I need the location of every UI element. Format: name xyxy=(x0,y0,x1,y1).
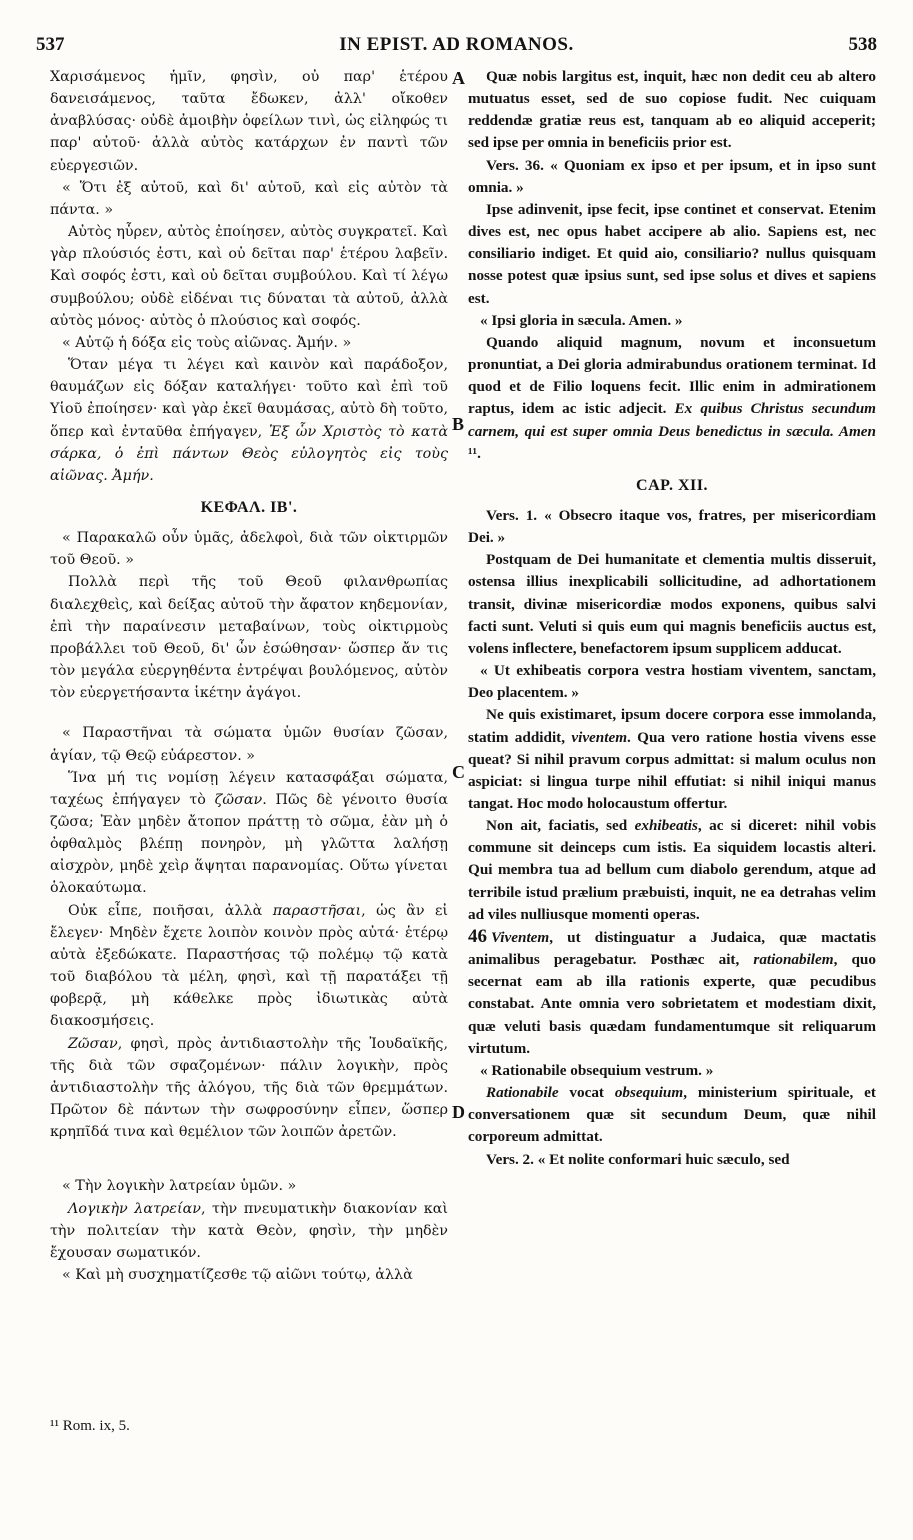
greek-column xyxy=(50,66,448,1286)
latin-paragraph xyxy=(468,815,876,926)
margin-marker-b: B xyxy=(452,414,465,434)
footnote-ref: ¹¹. xyxy=(468,444,481,462)
latin-paragraph xyxy=(468,704,876,815)
latin-scripture-citation: Ex quibus Christus secundum carnem, qui est super omnia Deus benedictus in sæcula. Amen xyxy=(468,400,876,440)
margin-marker-a: A xyxy=(452,68,465,88)
latin-emphasis: rationabilem xyxy=(753,951,834,969)
greek-paragraph xyxy=(50,1198,448,1264)
page-number-right: 538 xyxy=(848,34,877,55)
margin-marker-c: C xyxy=(452,762,465,782)
page-number-left: 537 xyxy=(36,34,65,55)
greek-emphasis: Ζῶσαν xyxy=(68,1035,118,1052)
greek-paragraph xyxy=(50,354,448,487)
latin-emphasis: exhibeatis xyxy=(634,817,698,835)
greek-paragraph xyxy=(50,1033,448,1144)
greek-emphasis: ζῶσαν xyxy=(214,791,263,808)
latin-text: , ac si diceret: nihil vobis commune sit deinceps cum istis. Ea siquidem locastis alteri. Qui membra tua ad bellum cum diabolo gerendum, atque ad terribile istud prælium præbuisti, inquit, ne ea detrahas velim ad viles nulliusque momenti operas. xyxy=(468,817,876,923)
latin-verse: Vers. 2. « Et nolite conformari huic sæculo, sed xyxy=(486,1150,790,1168)
greek-text: , ὡς ἂν εἰ ἔλεγεν· Μηδὲν ἔχετε λοιπὸν κοινὸν πρὸς αὐτά· ἑτέρῳ αὐτὰ ἐξεδώκατε. Παραστήσας τῷ πολέμῳ τῷ κατὰ τοῦ διαβόλου τὰ μέλη, φησὶ, καὶ τῇ παρατάξει τῇ φοβερᾷ, μὴ κάθελκε πρὸς ἰδιωτικὰς αὐτὰ διακοσμήσεις. xyxy=(50,902,449,1030)
latin-paragraph xyxy=(468,926,876,1060)
greek-paragraph: Χαρισάμενος ἡμῖν, φησὶν, οὐ παρ' ἑτέρου δανεισάμενος, ταῦτα ἔδωκεν, ἀλλ' οἴκοθεν ἀναβλύσας· οὐδὲ ἀμοιβὴν ὀφείλων τινὶ, ὡς εἰληφώς τι παρ' αὐτοῦ· ἀλλὰ αὐτὸς κατάρχων ἐν παντὶ τῶν εὐεργεσιῶν. xyxy=(50,69,448,174)
footnote: ¹¹ Rom. ix, 5. xyxy=(50,1418,130,1434)
running-header xyxy=(36,34,877,62)
greek-emphasis: παραστῆσαι xyxy=(272,902,362,919)
latin-paragraph: Postquam de Dei humanitate et clementia multis disseruit, ostensa illius inexplicabili sollicitudine, ad adhortationem transit, divinæ misericordiæ modos exponens, quibus salvi facti sunt. Veluti si quis eum qui magnis beneficiis auctus est, volens inflectere, benefactorem ipsum supplicem adducat. xyxy=(468,551,876,657)
greek-quote: « Καὶ μὴ συσχηματίζεσθε τῷ αἰῶνι τούτῳ, ἀλλὰ xyxy=(62,1266,413,1283)
latin-text: , quo secernat eam ab illa rationis experte, quæ pecudibus constabat. Ante omnia vero sobrietatem et modestiam dixit, quæ veluti basis quædam fundamentumque sit reliquarum virtutum. xyxy=(468,951,876,1057)
greek-text: Οὐκ εἶπε, ποιῆσαι, ἀλλὰ xyxy=(68,902,273,919)
greek-quote: « Τὴν λογικὴν λατρείαν ὑμῶν. » xyxy=(62,1178,297,1195)
greek-text: , φησὶ, πρὸς ἀντιδιαστολὴν τῆς Ἰουδαϊκῆς, τῆς διὰ τῶν σφαζομένων· πάλιν λογικὴν, πρὸς ἀντιδιαστολὴν τῆς ἀλόγου, τῆς διὰ τῶν θρεμμάτων. Πρῶτον δὲ πάντων τὴν σωφροσύνην εἶπεν, ὥσπερ κρηπῖδά τινα καὶ θεμέλιον τῶν λοιπῶν ἀρετῶν. xyxy=(50,1035,448,1141)
latin-emphasis: obsequium xyxy=(614,1084,684,1102)
latin-quote: « Rationabile obsequium vestrum. » xyxy=(480,1061,714,1079)
greek-quote: « Ὅτι ἐξ αὐτοῦ, καὶ δι' αὐτοῦ, καὶ εἰς αὐτὸν τὰ πάντα. » xyxy=(50,179,448,218)
latin-text: , ut distinguatur a Judaica, quæ mactatis animalibus peragebatur. Posthæc ait, xyxy=(468,928,876,969)
greek-text: , τὴν πνευματικὴν διακονίαν καὶ τὴν πολιτείαν τὴν κατὰ Θεὸν, φησὶν, τὴν μηδὲν ἔχουσαν σωματικόν. xyxy=(50,1200,448,1261)
greek-text: Ὅταν μέγα τι λέγει καὶ καινὸν καὶ παράδοξον, θαυμάζων εἰς δόξαν καταλήγει· τοῦτο καὶ ἐπὶ τοῦ Υἱοῦ ἐποίησεν· καὶ γὰρ ἐκεῖ θαυμάσας, αὐτὸ δὴ τοῦτο, ὅπερ καὶ ἐνταῦθα ἐπήγαγεν, xyxy=(50,357,448,440)
greek-paragraph: Αὐτὸς ηὗρεν, αὐτὸς ἐποίησεν, αὐτὸς συγκρατεῖ. Καὶ γὰρ πλούσιός ἐστι, καὶ οὐ δεῖται παρ' ἑτέρου λαβεῖν. Καὶ σοφός ἐστι, καὶ οὐ δεῖται συμβούλου. Καὶ τί λέγω συμβούλου; οὐδὲ εἰδέναι τις δύναται τὰ αὐτοῦ, ἀλλὰ αὐτὸς μόνος· αὐτὸς ὁ πλούσιος καὶ σοφός. xyxy=(50,224,448,329)
latin-verse: Vers. 36. « Quoniam ex ipso et per ipsum, et in ipso sunt omnia. » xyxy=(468,156,876,196)
latin-paragraph: Quæ nobis largitus est, inquit, hæc non dedit ceu ab altero mutuatus esset, sed de suo copiose fudit. Nec cuiquam reddendæ gratiæ reus est, tanquam ab eo aliquid acceperit; sed ipse per omnia in beneficiis prior est. xyxy=(468,68,876,152)
greek-paragraph xyxy=(50,900,448,1033)
latin-verse: Vers. 1. « Obsecro itaque vos, fratres, per misericordiam Dei. » xyxy=(468,506,876,547)
greek-scripture-citation: Ἐξ ὧν Χριστὸς τὸ κατὰ σάρκα, ὁ ἐπὶ πάντων Θεὸς εὐλογητὸς εἰς τοὺς αἰῶνας. Ἀμήν. xyxy=(50,423,448,484)
chapter-heading-latin: CAP. XII. xyxy=(636,476,708,494)
latin-emphasis: Viventem xyxy=(491,928,550,946)
latin-text: , ministerium spirituale, et conversationem quæ sit secundum Deum, quæ nihil corporeum admittat. xyxy=(468,1084,876,1146)
latin-text: . Qua vero ratione hostia vivens esse queat? Si nihil pravum corpus admittat: si malum oculus non aspiciat: si lingua turpe nihil effutiat: si nihil iniqui manus tangat. Hoc modo holocaustum offertur. xyxy=(468,728,876,812)
greek-quote: « Παρακαλῶ οὖν ὑμᾶς, ἀδελφοὶ, διὰ τῶν οἰκτιρμῶν τοῦ Θεοῦ. » xyxy=(50,530,448,569)
chapter-heading-greek: ΚΕΦΑΛ. ΙΒ'. xyxy=(200,498,298,516)
latin-paragraph xyxy=(468,1082,876,1148)
latin-text: Ne quis existimaret, ipsum docere corpora esse immolanda, statim addidit, xyxy=(468,706,876,746)
column-number-marker: 46 xyxy=(468,925,487,947)
latin-paragraph xyxy=(468,332,876,465)
latin-quote: « Ipsi gloria in sæcula. Amen. » xyxy=(480,311,683,329)
latin-emphasis: viventem xyxy=(571,728,628,746)
greek-quote: « Αὐτῷ ἡ δόξα εἰς τοὺς αἰῶνας. Ἀμήν. » xyxy=(62,334,352,351)
greek-text: Ἵνα μή τις νομίσῃ λέγειν κατασφάξαι σώματα, ταχέως ἐπήγαγεν τὸ xyxy=(50,769,448,808)
latin-column xyxy=(468,66,876,1171)
latin-text: vocat xyxy=(558,1084,615,1102)
greek-paragraph: Πολλὰ περὶ τῆς τοῦ Θεοῦ φιλανθρωπίας διαλεχθεὶς, καὶ δείξας αὐτοῦ τὴν ἄφατον κηδεμονίαν, ἐπὶ τὴν παραίνεσιν μεταβαίνων, τοὺς οἰκτιρμοὺς προβάλλει τοῦ Θεοῦ, δι' ὧν ἐσώθησαν· ὥσπερ ἄν τις τὸν μεγάλα εὐεργηθέντα ἐντρέψαι βουλόμενος, αὐτὸν τὸν εὐεργετήσαντα ἱκέτην ἀγάγοι. xyxy=(50,574,448,702)
running-title: IN EPIST. AD ROMANOS. xyxy=(339,34,574,55)
latin-text: Non ait, faciatis, sed xyxy=(486,817,635,835)
greek-paragraph xyxy=(50,767,448,900)
latin-text: Quando aliquid magnum, novum et inconsuetum pronuntiat, a Dei gloria admirabundus orationem terminat. Id quod et de Filio loquens fecit. Illic enim in admirationem raptus, idem ac istic adjecit. xyxy=(468,333,876,418)
greek-emphasis: Λογικὴν λατρείαν xyxy=(68,1200,201,1217)
greek-quote: « Παραστῆναι τὰ σώματα ὑμῶν θυσίαν ζῶσαν, ἁγίαν, τῷ Θεῷ εὐάρεστον. » xyxy=(50,725,448,764)
latin-emphasis: Rationabile xyxy=(486,1084,559,1102)
latin-paragraph: Ipse adinvenit, ipse fecit, ipse continet et conservat. Etenim dives est, nec opus habet accipere ab alio. Sapiens est, nec consiliario indiget. Et quid aio, consiliario? nullus quisquam nosse potest quæ ipsius sunt, sed ipse solus et dives et sapiens est. xyxy=(468,200,876,307)
latin-quote: « Ut exhibeatis corpora vestra hostiam viventem, sanctam, Deo placentem. » xyxy=(468,662,876,702)
margin-marker-d: D xyxy=(452,1102,465,1122)
greek-text: . Πῶς δὲ γένοιτο θυσία ζῶσα; Ἐὰν μηδὲν ἄτοπον πράττῃ τὸ σῶμα, ἐὰν μὴ ὁ ὀφθαλμὸς βλέπῃ πονηρὸν, μὴ γλῶττα λαλήσῃ αἰσχρὸν, μηδὲ χεὶρ ἅψηται παρανομίας. Οὕτω γίνεται ὁλοκαύτωμα. xyxy=(50,791,448,897)
